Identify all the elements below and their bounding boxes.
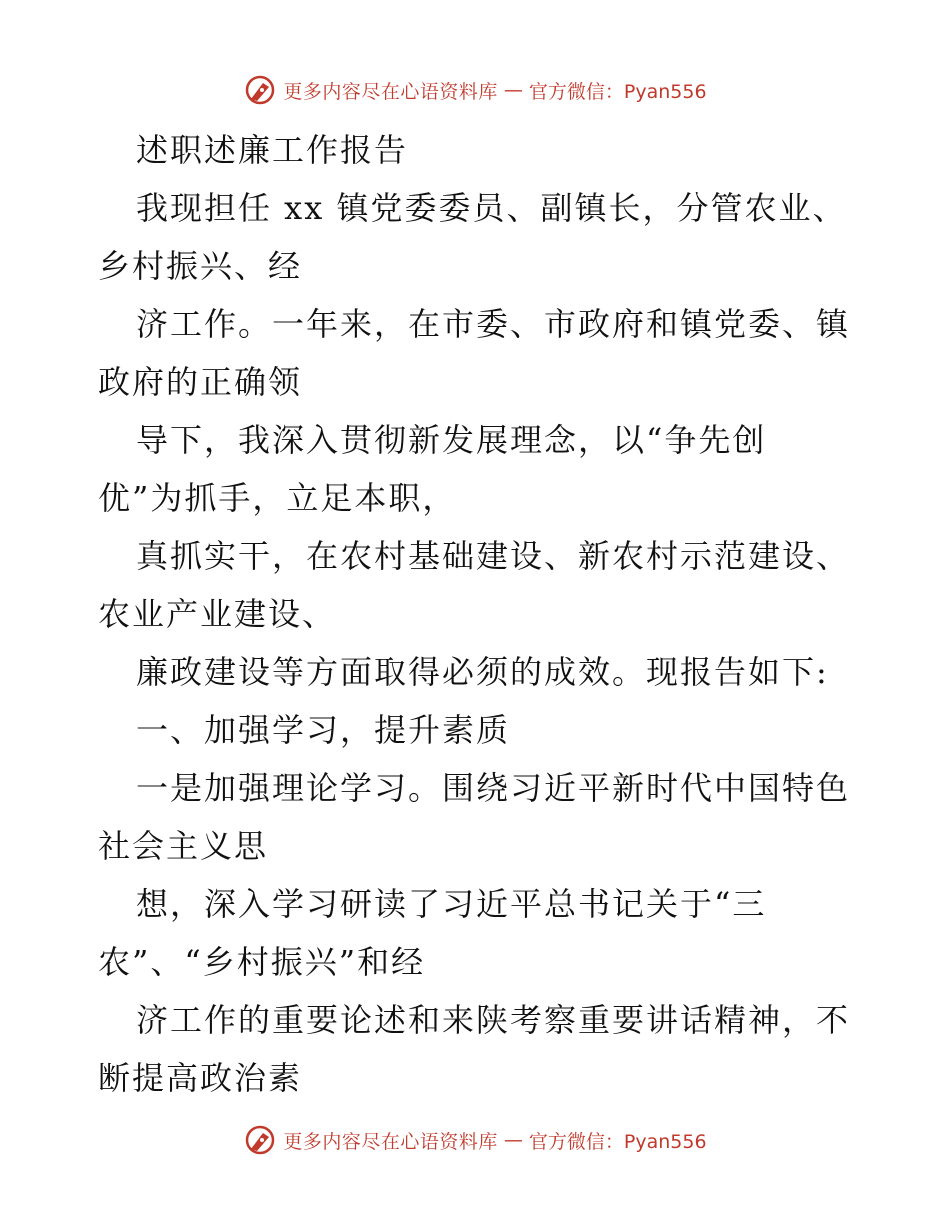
footer-banner: [0, 1120, 950, 1160]
text-line: 想，深入学习研读了习近平总书记关于“三: [136, 885, 767, 923]
text-line: 一是加强理论学习。围绕习近平新时代中国特色: [136, 769, 851, 807]
banner-text: 更多内容尽在心语资料库: [283, 1130, 498, 1153]
document-title: 述职述廉工作报告: [136, 131, 409, 169]
header-banner: [0, 70, 950, 110]
text-line: 济工作的重要论述和来陕考察重要讲话精神，不: [136, 1001, 851, 1039]
text-line: 断提高政治素: [98, 1059, 303, 1097]
text-line: 乡村振兴、经: [98, 247, 303, 285]
text-line: 政府的正确领: [98, 363, 303, 401]
document-body: [98, 121, 858, 1107]
text-line: 农”、“乡村振兴”和经: [98, 943, 426, 981]
text-line: 农业产业建设、: [98, 595, 337, 633]
pen-nib-logo-icon: [243, 1123, 277, 1157]
text-line: 优”为抓手，立足本职，: [98, 479, 457, 517]
text-line: 真抓实干，在农村基础建设、新农村示范建设、: [136, 537, 851, 575]
banner-wechat: 官方微信：Pyan556: [528, 80, 707, 103]
banner-separator: —: [503, 1129, 523, 1151]
section-heading: 一、加强学习，提升素质: [136, 711, 511, 749]
text-line: 社会主义思: [98, 827, 269, 865]
banner-wechat: 官方微信：Pyan556: [528, 1130, 707, 1153]
text-line: 廉政建设等方面取得必须的成效。现报告如下:: [136, 653, 829, 691]
text-line: 导下，我深入贯彻新发展理念，以“争先创: [136, 421, 767, 459]
banner-text: 更多内容尽在心语资料库: [283, 80, 498, 103]
text-line: 我现担任 xx 镇党委委员、副镇长，分管农业、: [136, 189, 847, 227]
text-line: 济工作。一年来，在市委、市政府和镇党委、镇: [136, 305, 851, 343]
pen-nib-logo-icon: [243, 73, 277, 107]
banner-separator: —: [503, 79, 523, 101]
